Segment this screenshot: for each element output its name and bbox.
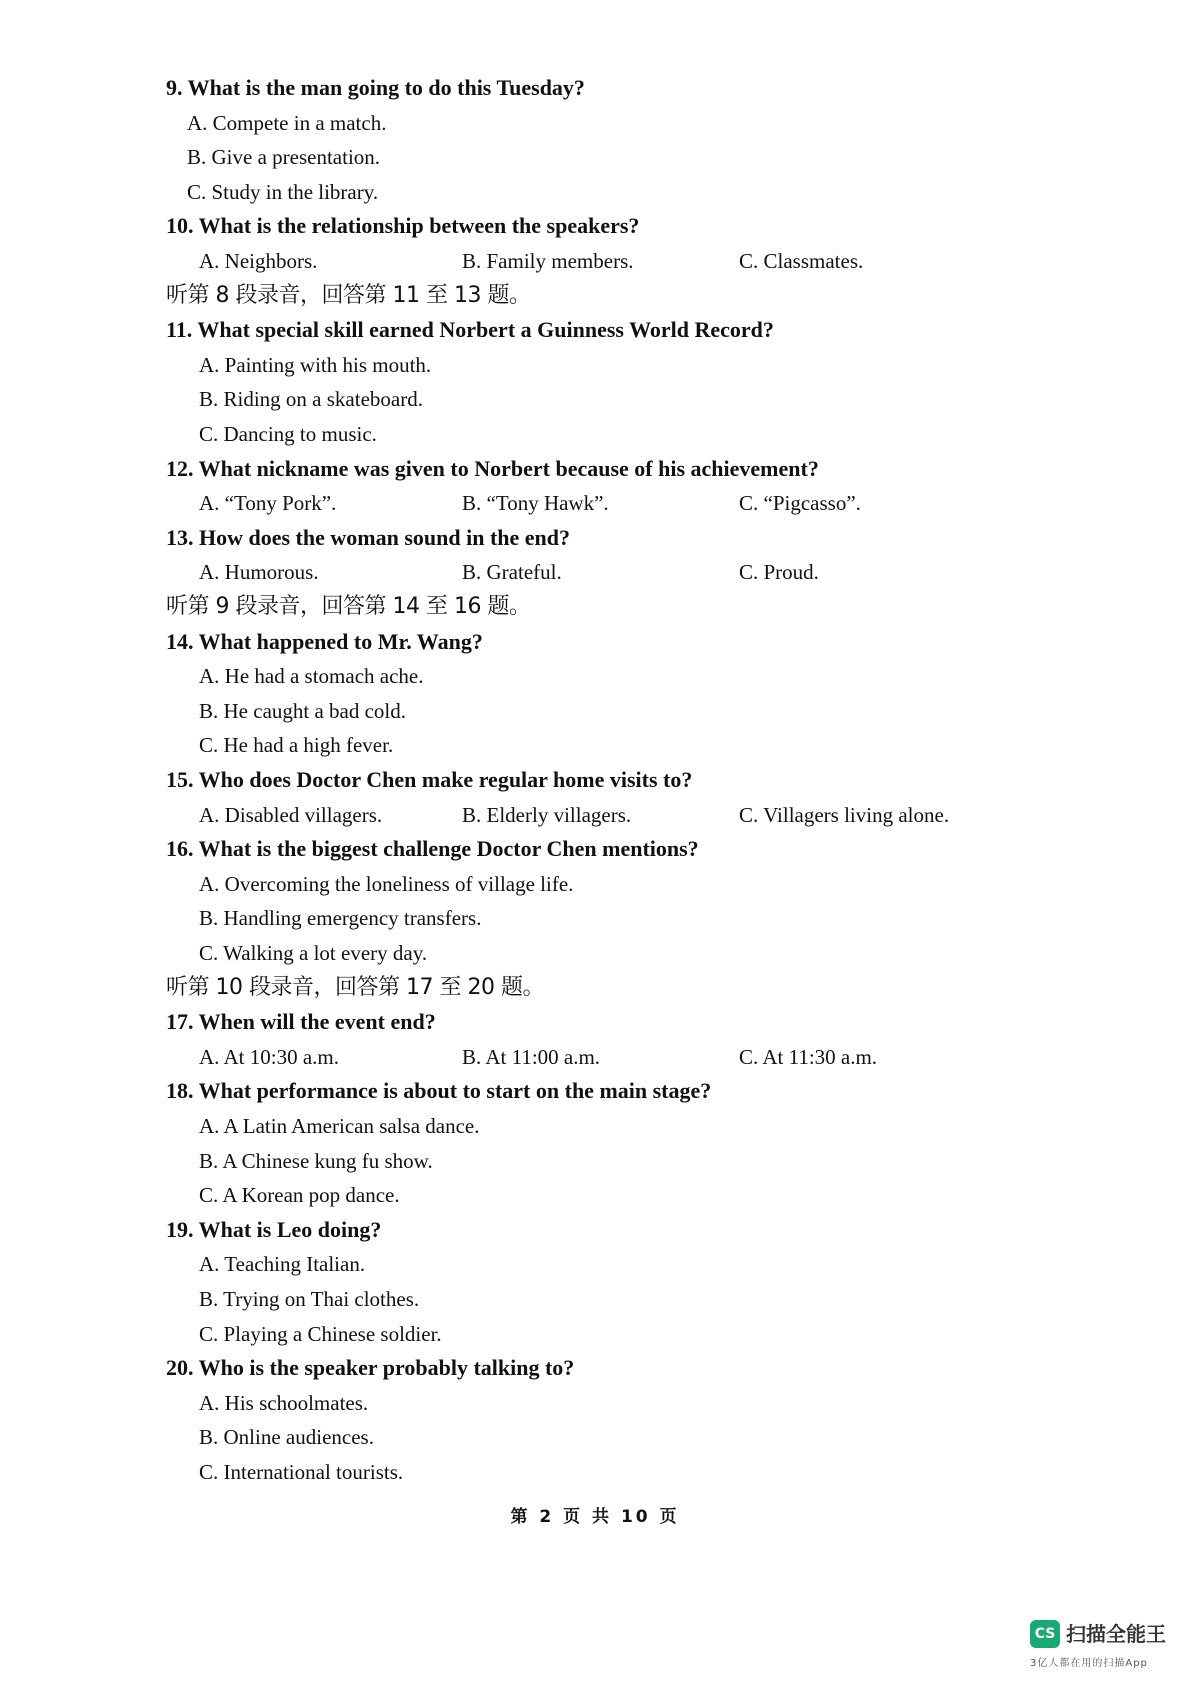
answer-option: B. Grateful.: [462, 560, 562, 584]
answer-option: B. Trying on Thai clothes.: [199, 1287, 420, 1311]
section-instruction: 听第 9 段录音，回答第 14 至 16 题。: [166, 594, 531, 619]
answer-option: B. He caught a bad cold.: [199, 699, 407, 723]
watermark-tagline: 3亿人都在用的扫描App: [1030, 1658, 1148, 1669]
question-stem: 9. What is the man going to do this Tuesday?: [166, 75, 585, 100]
question-stem: 12. What nickname was given to Norbert because of his achievement?: [166, 456, 819, 481]
answer-option: C. Walking a lot every day.: [199, 941, 428, 965]
question-stem: 20. Who is the speaker probably talking to?: [166, 1355, 575, 1380]
question-stem: 18. What performance is about to start on the main stage?: [166, 1078, 712, 1103]
question-stem: 11. What special skill earned Norbert a Guinness World Record?: [166, 317, 774, 342]
answer-option: C. Dancing to music.: [199, 422, 377, 446]
question-stem: 10. What is the relationship between the speakers?: [166, 213, 640, 238]
answer-option: A. He had a stomach ache.: [199, 664, 424, 688]
section-instruction: 听第 10 段录音，回答第 17 至 20 题。: [166, 975, 544, 1000]
answer-option: C. “Pigcasso”.: [739, 491, 861, 515]
answer-option: A. “Tony Pork”.: [199, 491, 337, 515]
answer-option: A. Compete in a match.: [187, 111, 387, 135]
answer-option: B. Family members.: [462, 249, 634, 273]
answer-option: C. At 11:30 a.m.: [739, 1045, 878, 1069]
answer-option: B. Elderly villagers.: [462, 803, 632, 827]
answer-option: B. At 11:00 a.m.: [462, 1045, 601, 1069]
answer-option: A. Teaching Italian.: [199, 1252, 366, 1276]
answer-option: A. Neighbors.: [199, 249, 318, 273]
question-stem: 15. Who does Doctor Chen make regular home visits to?: [166, 767, 693, 792]
camscanner-logo-icon: CS: [1030, 1620, 1060, 1648]
scanner-watermark: [1030, 1620, 1175, 1676]
section-instruction: 听第 8 段录音，回答第 11 至 13 题。: [166, 283, 531, 308]
answer-option: C. Proud.: [739, 560, 819, 584]
answer-option: A. Disabled villagers.: [199, 803, 383, 827]
answer-option: B. Online audiences.: [199, 1425, 374, 1449]
answer-option: A. His schoolmates.: [199, 1391, 369, 1415]
answer-option: C. Villagers living alone.: [739, 803, 950, 827]
answer-option: B. A Chinese kung fu show.: [199, 1149, 433, 1173]
answer-option: A. Overcoming the loneliness of village life.: [199, 872, 574, 896]
answer-option: C. He had a high fever.: [199, 733, 394, 757]
answer-option: B. Handling emergency transfers.: [199, 906, 482, 930]
answer-option: B. Riding on a skateboard.: [199, 387, 423, 411]
answer-option: C. Playing a Chinese soldier.: [199, 1322, 442, 1346]
answer-option: C. International tourists.: [199, 1460, 404, 1484]
answer-option: B. “Tony Hawk”.: [462, 491, 609, 515]
answer-option: B. Give a presentation.: [187, 145, 381, 169]
answer-option: C. A Korean pop dance.: [199, 1183, 400, 1207]
question-stem: 17. When will the event end?: [166, 1009, 436, 1034]
answer-option: A. Painting with his mouth.: [199, 353, 432, 377]
page-number: 第 2 页 共 10 页: [510, 1507, 680, 1527]
answer-option: A. Humorous.: [199, 560, 319, 584]
question-stem: 13. How does the woman sound in the end?: [166, 525, 571, 550]
answer-option: A. A Latin American salsa dance.: [199, 1114, 480, 1138]
question-stem: 16. What is the biggest challenge Doctor Chen mentions?: [166, 836, 699, 861]
question-stem: 14. What happened to Mr. Wang?: [166, 629, 483, 654]
answer-option: C. Classmates.: [739, 249, 864, 273]
answer-option: A. At 10:30 a.m.: [199, 1045, 339, 1069]
answer-option: C. Study in the library.: [187, 180, 379, 204]
question-stem: 19. What is Leo doing?: [166, 1217, 382, 1242]
watermark-app-name: 扫描全能王: [1066, 1622, 1166, 1646]
